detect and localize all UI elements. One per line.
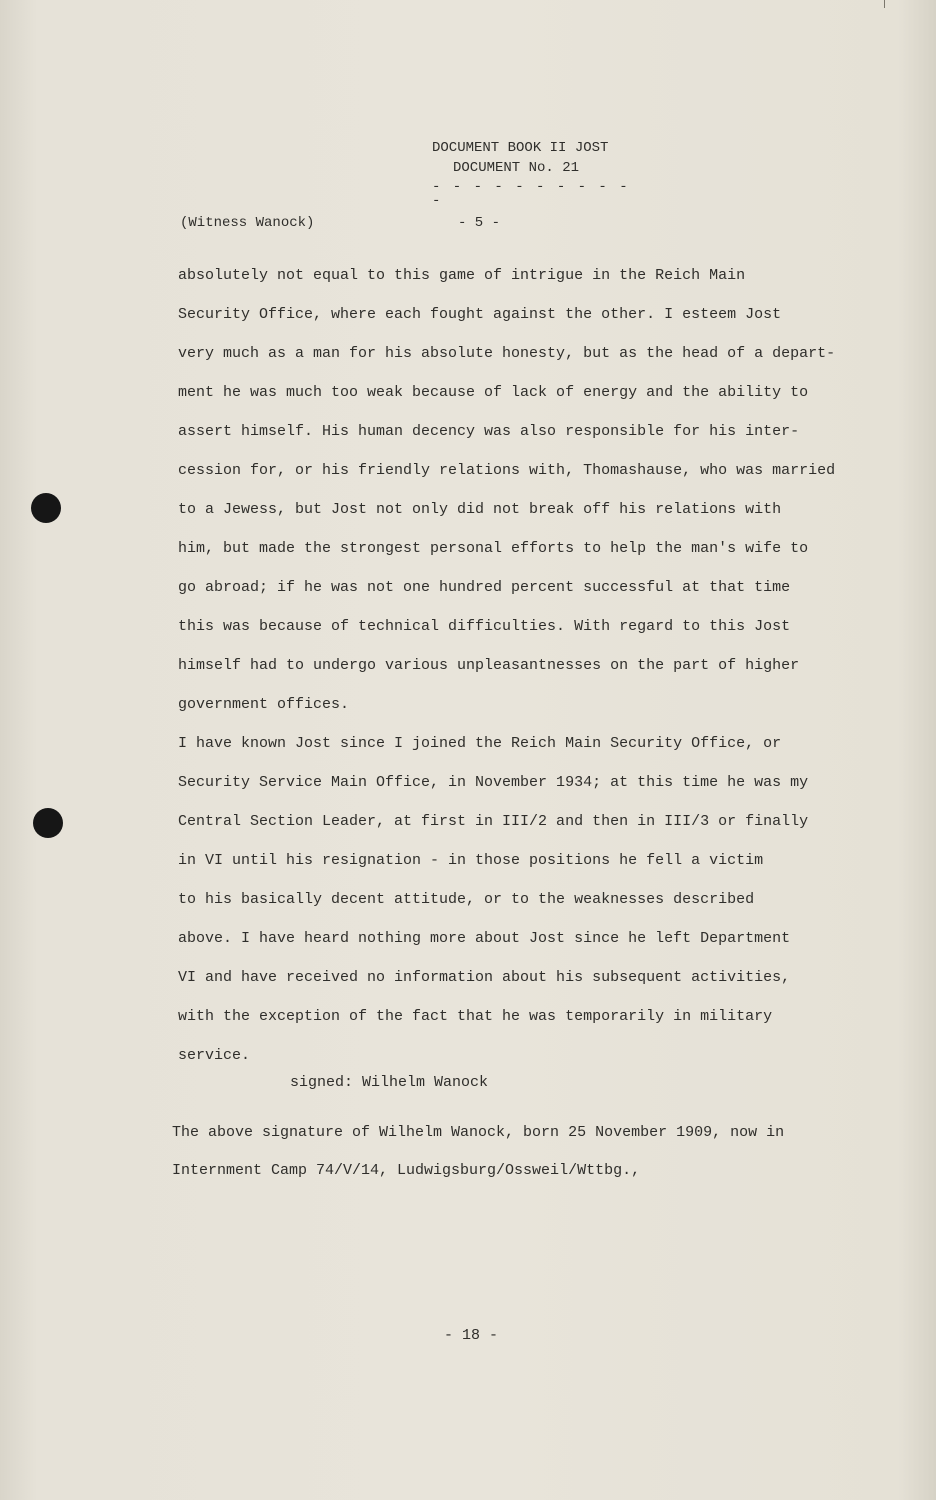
body-line: Security Office, where each fought against the other. I esteem Jost (178, 306, 782, 323)
body-line: government offices. (178, 696, 350, 713)
witness-label: (Witness Wanock) (180, 215, 315, 231)
body-line: in VI until his resignation - in those positions he fell a victim (178, 852, 764, 869)
body-line: cession for, or his friendly relations with, Thomashause, who was married (178, 462, 836, 479)
body-line: above. I have heard nothing more about Jost since he left Department (178, 930, 791, 947)
document-header (430, 138, 640, 208)
body-line: VI and have received no information about his subsequent activities, (178, 969, 791, 986)
punch-hole-top (31, 493, 61, 523)
certification-line: Internment Camp 74/V/14, Ludwigsburg/Ossweil/Wttbg., (172, 1162, 641, 1179)
document-number: DOCUMENT No. 21 (453, 160, 580, 176)
statement-body (178, 256, 878, 1075)
body-line: with the exception of the fact that he was temporarily in military (178, 1008, 773, 1025)
body-line: ment he was much too weak because of lack of energy and the ability to (178, 384, 809, 401)
body-line: him, but made the strongest personal efforts to help the man's wife to (178, 540, 809, 557)
signature-line: signed: Wilhelm Wanock (290, 1074, 489, 1091)
body-line: himself had to undergo various unpleasantnesses on the part of higher (178, 657, 800, 674)
body-line: to his basically decent attitude, or to the weaknesses described (178, 891, 755, 908)
edge-mark (884, 0, 885, 8)
header-rule: - - - - - - - - - - - (432, 179, 630, 209)
certification-block (172, 1114, 872, 1190)
body-line: very much as a man for his absolute honesty, but as the head of a depart- (178, 345, 836, 362)
body-line: go abroad; if he was not one hundred percent successful at that time (178, 579, 791, 596)
body-line: assert himself. His human decency was also responsible for his inter- (178, 423, 800, 440)
document-book-title: DOCUMENT BOOK II JOST (432, 140, 609, 156)
body-line: this was because of technical difficulties. With regard to this Jost (178, 618, 791, 635)
body-line: I have known Jost since I joined the Reich Main Security Office, or (178, 735, 782, 752)
page-number: - 18 - (444, 1327, 499, 1344)
body-line: Security Service Main Office, in November 1934; at this time he was my (178, 774, 809, 791)
body-line: absolutely not equal to this game of intrigue in the Reich Main (178, 267, 746, 284)
punch-hole-bottom (33, 808, 63, 838)
body-line: Central Section Leader, at first in III/2 and then in III/3 or finally (178, 813, 809, 830)
certification-line: The above signature of Wilhelm Wanock, born 25 November 1909, now in (172, 1124, 785, 1141)
witness-page-marker: - 5 - (458, 215, 501, 231)
body-line: to a Jewess, but Jost not only did not break off his relations with (178, 501, 782, 518)
body-line: service. (178, 1047, 251, 1064)
